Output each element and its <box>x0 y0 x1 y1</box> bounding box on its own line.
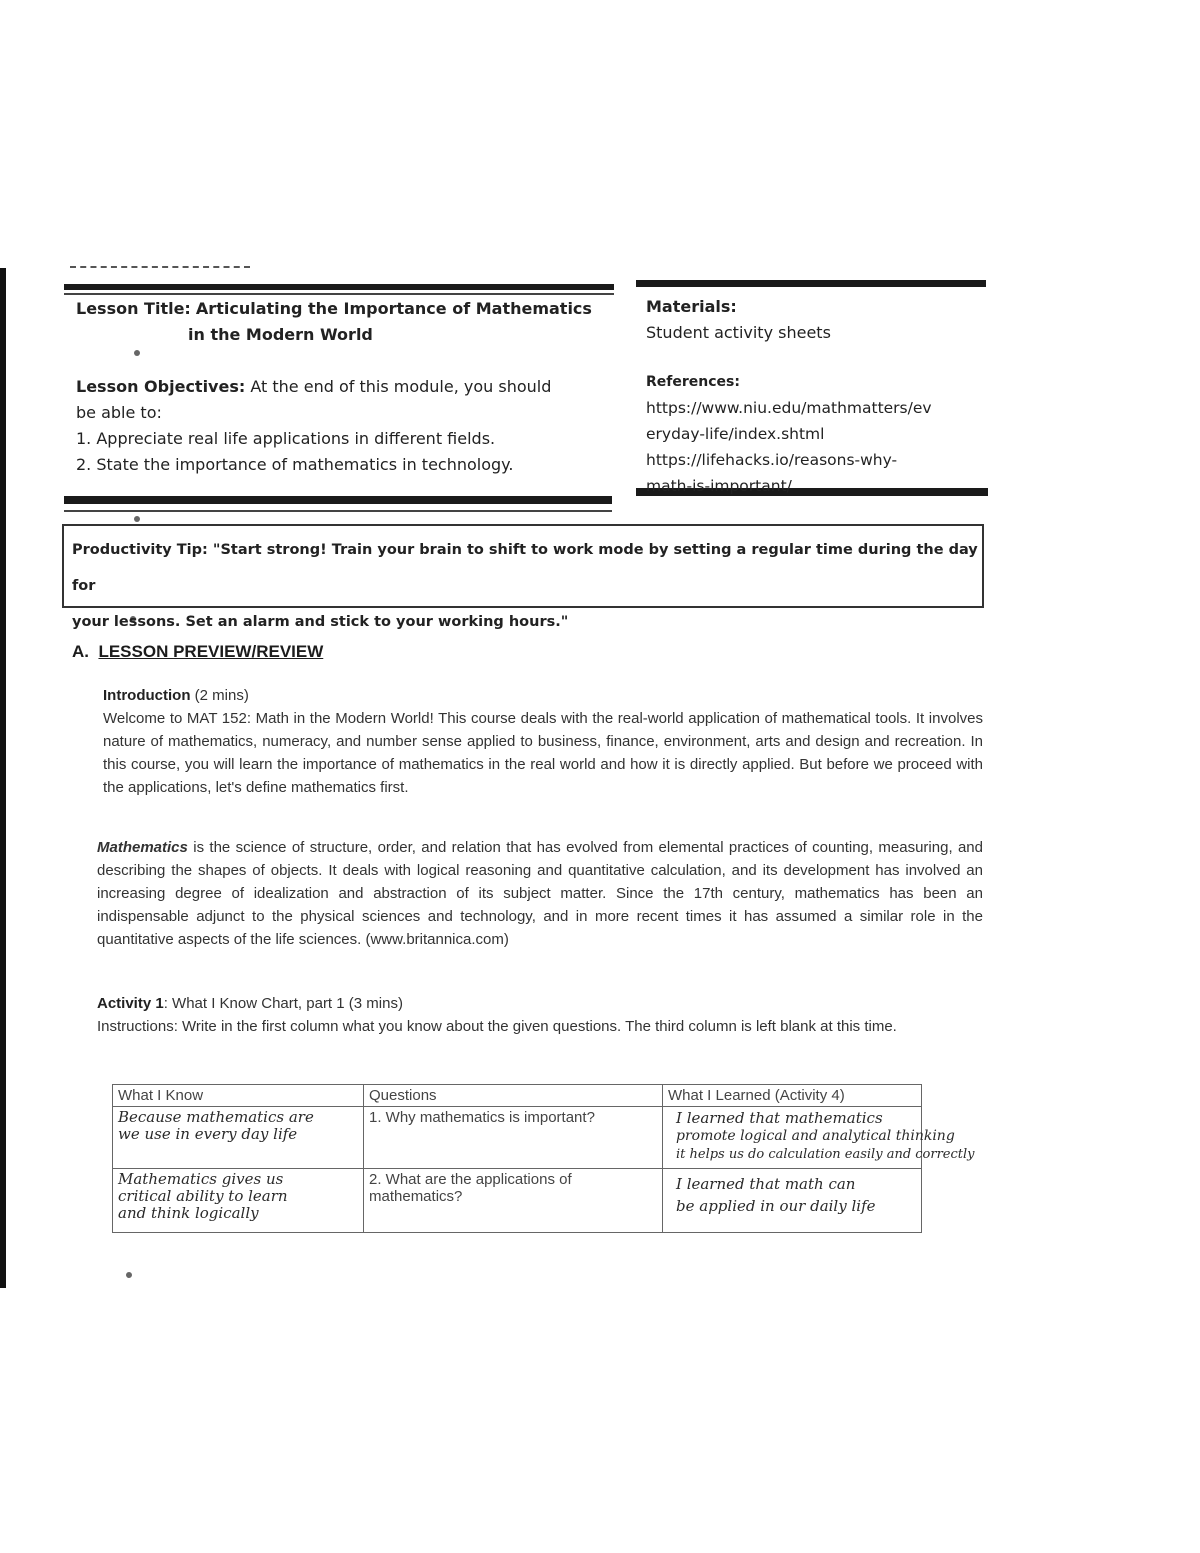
introduction-text: Welcome to MAT 152: Math in the Modern World! This course deals with the real-world application of mathematical tools. It involves nature of mathematics, numeracy, and number sense applied to business, finance, environment, arts and design and recreation. In this course, you will learn the importance of mathematics in the real world and how it is directly applied. But before we proceed with the applications, let's define mathematics first. <box>103 710 983 796</box>
handwritten-line: be applied in our daily life <box>676 1197 876 1215</box>
introduction-heading: Introduction <box>103 687 191 704</box>
section-title: LESSON PREVIEW/REVIEW <box>98 642 324 661</box>
handwritten-line: Because mathematics are <box>118 1108 314 1126</box>
materials-label: Materials: <box>646 297 737 316</box>
objective-2: 2. State the importance of mathematics in technology. <box>76 455 514 474</box>
lesson-title <box>76 296 616 348</box>
references <box>646 368 986 499</box>
scan-mark <box>126 1272 132 1278</box>
productivity-tip-box <box>62 524 984 630</box>
introduction-duration: (2 mins) <box>194 687 249 704</box>
header-bottom-thin <box>64 510 612 512</box>
reference-line-1: https://www.niu.edu/mathmatters/ev <box>646 399 932 417</box>
question-cell: 1. Why mathematics is important? <box>364 1107 663 1169</box>
header-top-bar-right <box>636 280 986 287</box>
scan-mark <box>134 516 140 522</box>
definition-term: Mathematics <box>97 839 188 856</box>
reference-line-3: https://lifehacks.io/reasons-why- <box>646 451 898 469</box>
definition-text: is the science of structure, order, and relation that has evolved from elemental practices of counting, measuring, and describing the shapes of objects. It deals with logical reasoning and quantitative calculation, and its development has involved an increasing degree of idealization and abstraction of its subject matter. Since the 17th century, mathematics has been an indispensable adjunct to the physical sciences and technology, and in more recent times it has assumed a similar role in the quantitative aspects of the life sciences. (www.britannica.com) <box>97 839 983 948</box>
objectives-intro: At the end of this module, you should be able to: <box>76 377 552 422</box>
definition-block <box>97 836 983 951</box>
handwritten-line: I learned that math can <box>676 1175 856 1193</box>
handwritten-line: critical ability to learn <box>118 1187 288 1205</box>
header-thin-line-left <box>64 293 614 295</box>
handwritten-line: we use in every day life <box>118 1125 298 1143</box>
references-label: References: <box>646 374 740 390</box>
lesson-title-line2: in the Modern World <box>188 325 373 344</box>
handwritten-line: Mathematics gives us <box>118 1170 284 1188</box>
handwritten-line: I learned that mathematics <box>676 1109 883 1127</box>
table-header-row <box>113 1085 922 1107</box>
question-cell: 2. What are the applications of mathematics? <box>364 1169 663 1233</box>
section-heading <box>72 642 323 662</box>
section-letter: A. <box>72 642 89 661</box>
header-questions: Questions <box>364 1085 663 1107</box>
scan-edge <box>0 268 6 1288</box>
activity-subtitle: : What I Know Chart, part 1 (3 mins) <box>163 995 403 1012</box>
header-top-bar-left <box>64 284 614 290</box>
activity-heading: Activity 1 <box>97 995 164 1012</box>
header-what-i-learned: What I Learned (Activity 4) <box>663 1085 922 1107</box>
header-what-i-know: What I Know <box>113 1085 364 1107</box>
tip-label: Productivity Tip: <box>72 542 208 558</box>
introduction-block <box>103 684 983 799</box>
objectives-label: Lesson Objectives: <box>76 377 246 396</box>
handwritten-line: promote logical and analytical thinking <box>676 1128 955 1144</box>
materials <box>646 294 986 346</box>
handwritten-line: and think logically <box>118 1204 259 1222</box>
lesson-title-line1: Articulating the Importance of Mathematics <box>195 299 592 318</box>
scan-mark <box>134 350 140 356</box>
materials-value: Student activity sheets <box>646 323 831 342</box>
handwritten-line: it helps us do calculation easily and correctly <box>676 1147 975 1162</box>
activity-block <box>97 992 957 1038</box>
know-cell <box>113 1169 364 1233</box>
tip-line-1: "Start strong! Train your brain to shift to work mode by setting a regular time during the day for <box>72 542 978 594</box>
header-bottom-bar-left <box>64 496 612 504</box>
top-dashed-rule <box>70 266 250 268</box>
reference-line-4: math-is-important/ <box>646 477 792 495</box>
tip-line-2: your lessons. Set an alarm and stick to your working hours." <box>72 614 569 630</box>
instructions-text: Write in the first column what you know about the given questions. The third column is left blank at this time. <box>182 1018 897 1035</box>
know-cell <box>113 1107 364 1169</box>
instructions-label: Instructions: <box>97 1018 178 1035</box>
lesson-objectives <box>76 374 576 478</box>
reference-line-2: eryday-life/index.shtml <box>646 425 825 443</box>
objective-1: 1. Appreciate real life applications in different fields. <box>76 429 496 448</box>
lesson-title-label: Lesson Title: <box>76 299 191 318</box>
